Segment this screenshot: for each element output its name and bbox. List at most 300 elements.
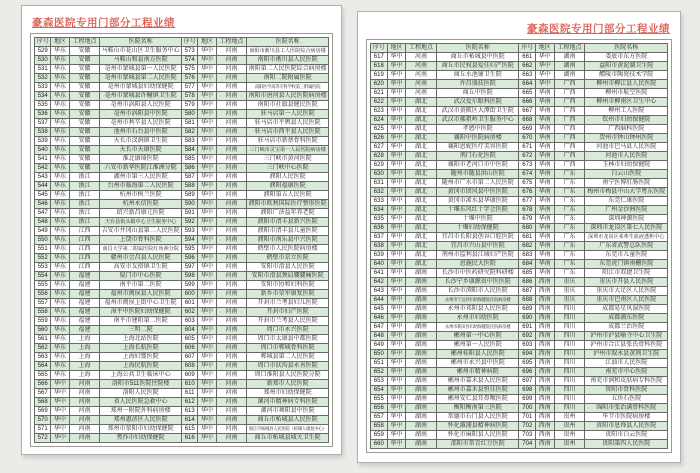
cell-region: 华中 xyxy=(198,326,216,335)
cell-serial: 681 xyxy=(519,233,536,242)
cell-hospital: 长沙市中医药研究院科研楼 xyxy=(436,269,519,278)
table-row xyxy=(35,92,329,101)
cell-location: 广西 xyxy=(554,161,585,170)
cell-region: 华南 xyxy=(536,89,554,98)
cell-serial: 621 xyxy=(371,89,388,98)
cell-hospital: 南昌大学第二附属医院红角洲分院 xyxy=(100,245,182,254)
cell-location: 河南 xyxy=(69,380,100,389)
cell-location: 福建 xyxy=(69,317,100,326)
cell-location: 河南 xyxy=(216,128,247,137)
cell-region: 华中 xyxy=(198,74,216,83)
cell-region: 华东 xyxy=(51,263,69,272)
cell-region: 华中 xyxy=(198,290,216,299)
cell-region: 华中 xyxy=(198,263,216,272)
achievements-table xyxy=(34,37,329,443)
cell-region: 华东 xyxy=(51,335,69,344)
cell-region: 华东 xyxy=(51,83,69,92)
cell-serial: 610 xyxy=(181,380,197,389)
cell-location: 河南 xyxy=(216,101,247,110)
cell-region: 华南 xyxy=(536,233,554,242)
cell-hospital: 孝感中医院 xyxy=(436,125,519,134)
cell-serial: 625 xyxy=(371,125,388,134)
cell-region: 华东 xyxy=(51,290,69,299)
cell-region: 华东 xyxy=(51,47,69,56)
cell-region: 华中 xyxy=(198,173,216,182)
cell-hospital: 漯河市舞阳县中医院 xyxy=(247,407,329,416)
cell-serial: 556 xyxy=(35,290,51,299)
cell-region: 华东 xyxy=(51,119,69,128)
cell-hospital: 成都兰治医院 xyxy=(585,323,668,332)
cell-hospital: 柳州市柳南区卫生中心 xyxy=(585,98,668,107)
table-row xyxy=(371,287,668,296)
cell-hospital: 赣州市会昌县人民医院 xyxy=(100,254,182,263)
cell-hospital: 许昌盛扶医院 xyxy=(436,80,519,89)
cell-serial: 604 xyxy=(181,326,197,335)
cell-location: 安徽 xyxy=(69,101,100,110)
page-left xyxy=(21,5,342,455)
cell-location: 四川 xyxy=(554,395,585,404)
cell-location: 广西 xyxy=(554,125,585,134)
table-row xyxy=(35,362,329,371)
cell-location: 湖北 xyxy=(406,188,437,197)
cell-hospital: 亳州市涡阳县中医院 xyxy=(100,110,182,119)
cell-serial: 669 xyxy=(519,125,536,134)
cell-location: 广西 xyxy=(554,98,585,107)
table-row xyxy=(35,173,329,182)
cell-serial: 664 xyxy=(519,80,536,89)
cell-location: 河南 xyxy=(216,335,247,344)
cell-region: 华中 xyxy=(198,110,216,119)
cell-hospital: 商丘市柘城县人民医院 xyxy=(247,416,329,425)
table-row xyxy=(35,389,329,398)
cell-serial: 657 xyxy=(371,413,388,422)
cell-location: 贵州 xyxy=(554,422,585,431)
cell-location: 河南 xyxy=(216,299,247,308)
cell-hospital: 资阳市骨科医院 xyxy=(585,386,668,395)
cell-region: 华中 xyxy=(387,287,405,296)
cell-region: 华中 xyxy=(536,71,554,80)
table-row xyxy=(371,251,668,260)
cell-hospital: 贵阳市白云医院 xyxy=(585,431,668,440)
cell-region: 华东 xyxy=(51,326,69,335)
cell-location: 河南 xyxy=(406,71,437,80)
table-row xyxy=(371,197,668,206)
cell-hospital: 鹤壁市京立医院 xyxy=(247,254,329,263)
cell-location: 湖南 xyxy=(406,305,437,314)
cell-hospital: 商丘中医院 xyxy=(436,89,519,98)
cell-hospital: 新乡市荣军康复医院 xyxy=(247,290,329,299)
cell-hospital: 周口淮阳县人民医院分院 xyxy=(247,371,329,380)
cell-region: 华中 xyxy=(387,368,405,377)
cell-serial: 577 xyxy=(181,83,197,92)
cell-location: 贵州 xyxy=(554,413,585,422)
cell-location: 浙江 xyxy=(69,218,100,227)
cell-region: 华东 xyxy=(51,308,69,317)
cell-hospital: 亳州市蒙城县第二人民医院 xyxy=(100,74,182,83)
cell-location: 四川 xyxy=(554,404,585,413)
cell-location: 河南 xyxy=(216,326,247,335)
cell-region: 华中 xyxy=(387,332,405,341)
cell-serial: 645 xyxy=(371,305,388,314)
cell-hospital: 商丘市柘城县城关卫生院 xyxy=(247,434,329,443)
column-header: 医院名称 xyxy=(585,44,668,53)
cell-region: 华东 xyxy=(51,101,69,110)
cell-serial: 656 xyxy=(371,404,388,413)
cell-serial: 600 xyxy=(181,290,197,299)
cell-serial: 560 xyxy=(35,326,51,335)
cell-hospital: 郴州桂阳县人民医院 xyxy=(436,350,519,359)
table-row xyxy=(35,398,329,407)
cell-location: 河南 xyxy=(216,56,247,65)
cell-location: 广东 xyxy=(554,188,585,197)
cell-serial: 545 xyxy=(35,191,51,200)
cell-serial: 690 xyxy=(519,314,536,323)
cell-region: 华中 xyxy=(51,398,69,407)
cell-hospital: 广东省武警总队医院 xyxy=(585,242,668,251)
cell-hospital: 泸州市泸县喻寺中心卫生院 xyxy=(585,332,668,341)
cell-serial: 572 xyxy=(35,434,51,443)
table-row xyxy=(371,242,668,251)
cell-location: 河南 xyxy=(216,83,247,92)
column-header: 工程地点 xyxy=(216,38,247,47)
cell-hospital: 亳州市利辛县人民医院 xyxy=(100,119,182,128)
cell-hospital: 深圳市龙岗区莱弗生血液透析中心 xyxy=(585,233,668,242)
cell-region: 华中 xyxy=(198,128,216,137)
cell-location: 湖南 xyxy=(406,350,437,359)
cell-region: 西南 xyxy=(536,368,554,377)
cell-serial: 534 xyxy=(35,92,51,101)
table-row xyxy=(35,209,329,218)
cell-hospital: 上海民航医院 xyxy=(100,362,182,371)
cell-serial: 684 xyxy=(519,260,536,269)
cell-hospital: 濮阳广济益年养老院 xyxy=(247,209,329,218)
table-frame xyxy=(30,33,333,447)
table-row xyxy=(35,56,329,65)
cell-serial: 590 xyxy=(181,200,197,209)
table-row xyxy=(371,53,668,62)
cell-hospital: 杭州市树兰医院 xyxy=(100,191,182,200)
cell-location: 河南 xyxy=(216,344,247,353)
cell-serial: 666 xyxy=(519,98,536,107)
cell-region: 华中 xyxy=(387,80,405,89)
cell-hospital: 武汉爱尔眼科医院 xyxy=(436,98,519,107)
cell-serial: 638 xyxy=(371,242,388,251)
table-row xyxy=(371,125,668,134)
cell-hospital: 贵阳第四人民医院 xyxy=(585,440,668,449)
cell-location: 湖南 xyxy=(406,278,437,287)
table-row xyxy=(371,296,668,305)
cell-region: 华中 xyxy=(198,164,216,173)
cell-region: 华中 xyxy=(387,323,405,332)
cell-hospital: 商丘市柘城县中医院 xyxy=(436,53,519,62)
cell-serial: 603 xyxy=(181,317,197,326)
cell-region: 华中 xyxy=(387,386,405,395)
table-row xyxy=(35,101,329,110)
cell-location: 广东 xyxy=(554,260,585,269)
cell-serial: 546 xyxy=(35,200,51,209)
cell-serial: 674 xyxy=(519,170,536,179)
column-header: 医院名称 xyxy=(100,38,182,47)
cell-location: 贵州 xyxy=(554,440,585,449)
cell-region: 华中 xyxy=(198,380,216,389)
column-header: 工程地点 xyxy=(69,38,100,47)
column-header: 地区 xyxy=(536,44,554,53)
cell-serial: 550 xyxy=(35,236,51,245)
cell-serial: 581 xyxy=(181,119,197,128)
table-row xyxy=(371,98,668,107)
cell-serial: 623 xyxy=(371,107,388,116)
cell-hospital: 濮阳市清丰县新兴医院 xyxy=(247,218,329,227)
table-row xyxy=(371,179,668,188)
cell-hospital: 成都浦东医院 xyxy=(585,314,668,323)
cell-location: 上海 xyxy=(69,344,100,353)
cell-location: 上海 xyxy=(69,335,100,344)
cell-serial: 626 xyxy=(371,134,388,143)
cell-location: 福建 xyxy=(69,299,100,308)
table-row xyxy=(35,236,329,245)
cell-location: 河南 xyxy=(69,398,100,407)
cell-location: 河南 xyxy=(69,425,100,434)
cell-location: 上海 xyxy=(69,362,100,371)
cell-region: 华中 xyxy=(198,218,216,227)
table-row xyxy=(371,323,668,332)
cell-hospital: 台州市临海第二人民医院 xyxy=(100,182,182,191)
table-row xyxy=(35,254,329,263)
cell-location: 湖北 xyxy=(406,224,437,233)
cell-serial: 563 xyxy=(35,353,51,362)
cell-location: 河南 xyxy=(216,362,247,371)
table-row xyxy=(35,263,329,272)
table-row xyxy=(371,170,668,179)
cell-hospital: 郑州市荥阳市妇幼保健院 xyxy=(100,425,182,434)
cell-serial: 635 xyxy=(371,215,388,224)
table-row xyxy=(35,434,329,443)
cell-hospital: 永州市新田县妇幼保健院住院病房楼 xyxy=(436,323,519,332)
cell-location: 广西 xyxy=(554,107,585,116)
cell-serial: 589 xyxy=(181,191,197,200)
cell-hospital: 福州市闽侯县人民医院 xyxy=(100,290,182,299)
cell-region: 华南 xyxy=(536,143,554,152)
cell-hospital: 郴州第一中心医院 xyxy=(436,332,519,341)
cell-serial: 646 xyxy=(371,314,388,323)
cell-serial: 602 xyxy=(181,308,197,317)
cell-location: 河南 xyxy=(216,209,247,218)
cell-hospital: 襄阳恩妮医疗美容医院 xyxy=(436,143,519,152)
cell-location: 广西 xyxy=(554,80,585,89)
cell-location: 河南 xyxy=(69,389,100,398)
cell-location: 河南 xyxy=(216,254,247,263)
cell-region: 华中 xyxy=(198,65,216,74)
cell-serial: 671 xyxy=(519,143,536,152)
cell-region: 华中 xyxy=(387,98,405,107)
cell-serial: 541 xyxy=(35,155,51,164)
cell-location: 贵州 xyxy=(554,431,585,440)
cell-region: 华中 xyxy=(387,233,405,242)
cell-location: 湖南 xyxy=(406,269,437,278)
cell-region: 华中 xyxy=(536,80,554,89)
cell-region: 华中 xyxy=(51,434,69,443)
cell-location: 河南 xyxy=(216,236,247,245)
cell-serial: 620 xyxy=(371,80,388,89)
cell-serial: 637 xyxy=(371,233,388,242)
cell-hospital: 怀化市麻阳县人民医院 xyxy=(436,431,519,440)
cell-location: 四川 xyxy=(554,332,585,341)
cell-hospital: 南阳市社旗县健民医院 xyxy=(247,101,329,110)
cell-serial: 592 xyxy=(181,218,197,227)
cell-region: 华东 xyxy=(51,254,69,263)
cell-region: 华东 xyxy=(51,353,69,362)
cell-region: 华南 xyxy=(536,269,554,278)
cell-location: 河南 xyxy=(216,380,247,389)
cell-location: 湖北 xyxy=(406,107,437,116)
cell-hospital: 郸城县第二人民医院 xyxy=(247,353,329,362)
cell-region: 华东 xyxy=(51,182,69,191)
cell-region: 华东 xyxy=(51,110,69,119)
cell-serial: 651 xyxy=(371,359,388,368)
cell-location: 湖南 xyxy=(406,431,437,440)
cell-region: 华东 xyxy=(51,362,69,371)
cell-region: 华南 xyxy=(536,161,554,170)
cell-hospital: 马鞍山和县南方医院 xyxy=(100,56,182,65)
cell-location: 江西 xyxy=(69,245,100,254)
cell-region: 西南 xyxy=(536,323,554,332)
cell-region: 华中 xyxy=(198,236,216,245)
cell-serial: 595 xyxy=(181,245,197,254)
cell-location: 湖南 xyxy=(406,287,437,296)
cell-location: 河南 xyxy=(216,173,247,182)
cell-hospital: 郑州市妇幼保健院 xyxy=(247,389,329,398)
column-header: 序号 xyxy=(181,38,197,47)
cell-region: 华东 xyxy=(51,299,69,308)
cell-location: 浙江 xyxy=(69,173,100,182)
cell-location: 广西 xyxy=(554,152,585,161)
achievements-table xyxy=(370,43,668,449)
cell-region: 华东 xyxy=(51,137,69,146)
cell-hospital: 三门峡市灵宝第一人民医院病房楼 xyxy=(247,146,329,155)
cell-region: 华东 xyxy=(51,281,69,290)
cell-region: 西南 xyxy=(536,377,554,386)
cell-serial: 562 xyxy=(35,344,51,353)
cell-location: 湖北 xyxy=(406,98,437,107)
cell-hospital: 南宁医博肛肠医院 xyxy=(585,179,668,188)
table-row xyxy=(35,281,329,290)
cell-serial: 679 xyxy=(519,215,536,224)
cell-serial: 586 xyxy=(181,164,197,173)
cell-hospital: 驻马店市新蔡骨科医院 xyxy=(247,137,329,146)
cell-hospital: 郴州市永兴县中医院 xyxy=(436,359,519,368)
cell-serial: 631 xyxy=(371,179,388,188)
cell-region: 华东 xyxy=(51,146,69,155)
cell-serial: 639 xyxy=(371,251,388,260)
cell-region: 西南 xyxy=(536,296,554,305)
cell-serial: 691 xyxy=(519,323,536,332)
cell-hospital: 湖州市第三人民医院 xyxy=(100,173,182,182)
cell-region: 西南 xyxy=(536,350,554,359)
cell-location: 湖北 xyxy=(406,233,437,242)
cell-hospital: 广州金沙洲医院 xyxy=(585,206,668,215)
table-row xyxy=(35,407,329,416)
cell-hospital: 黄冈市浠水县华康医院 xyxy=(436,197,519,206)
cell-location: 河南 xyxy=(216,92,247,101)
cell-location: 广东 xyxy=(554,170,585,179)
cell-hospital: 高安市友搭镇卫生院 xyxy=(100,263,182,272)
cell-hospital: 襄阳中医院病房楼 xyxy=(436,134,519,143)
cell-location: 河南 xyxy=(406,80,437,89)
cell-serial: 531 xyxy=(35,65,51,74)
cell-region: 华中 xyxy=(387,251,405,260)
cell-region: 华中 xyxy=(387,278,405,287)
cell-serial: 585 xyxy=(181,155,197,164)
cell-region: 西南 xyxy=(536,332,554,341)
cell-location: 河南 xyxy=(216,290,247,299)
cell-location: 湖北 xyxy=(406,134,437,143)
cell-region: 华中 xyxy=(387,206,405,215)
cell-region: 华中 xyxy=(387,242,405,251)
cell-serial: 698 xyxy=(519,386,536,395)
table-row xyxy=(371,89,668,98)
cell-serial: 574 xyxy=(181,56,197,65)
cell-serial: 615 xyxy=(181,425,197,434)
cell-location: 河南 xyxy=(216,200,247,209)
cell-hospital: 杭州永信医院 xyxy=(100,200,182,209)
cell-serial: 701 xyxy=(519,413,536,422)
cell-hospital: 商丘市柘城县人民医院（柘城人康复中心） xyxy=(247,425,329,434)
cell-location: 湖南 xyxy=(406,323,437,332)
column-header: 医院名称 xyxy=(247,38,329,47)
cell-serial: 628 xyxy=(371,152,388,161)
cell-region: 华中 xyxy=(51,425,69,434)
cell-hospital: 南阳市淅川县工人医院综合病房楼 xyxy=(247,47,329,56)
cell-region: 华中 xyxy=(198,191,216,200)
cell-hospital: 河池市巴马县人民医院 xyxy=(585,143,668,152)
cell-location: 湖北 xyxy=(406,170,437,179)
column-header: 序号 xyxy=(519,44,536,53)
table-row xyxy=(371,269,668,278)
cell-region: 华南 xyxy=(536,206,554,215)
cell-location: 河南 xyxy=(216,308,247,317)
cell-serial: 641 xyxy=(371,269,388,278)
cell-region: 华东 xyxy=(51,209,69,218)
cell-hospital: 亳州市蒙城县第一人民医院 xyxy=(100,65,182,74)
cell-hospital: 福州市闽侯上街中心卫生院 xyxy=(100,299,182,308)
cell-hospital: 濮阳市欧利国际医疗整形医院 xyxy=(248,201,327,207)
cell-serial: 557 xyxy=(35,299,51,308)
cell-location: 江西 xyxy=(69,236,100,245)
cell-hospital: 周口市永兴医院 xyxy=(247,326,329,335)
table-row xyxy=(35,200,329,209)
cell-hospital: 柳州工人医院 xyxy=(585,107,668,116)
cell-location: 河南 xyxy=(216,146,247,155)
cell-serial: 542 xyxy=(35,164,51,173)
cell-region: 华中 xyxy=(198,56,216,65)
cell-region: 西南 xyxy=(536,386,554,395)
cell-serial: 598 xyxy=(181,272,197,281)
cell-region: 华中 xyxy=(51,407,69,416)
cell-hospital: 南平市第二医院 xyxy=(100,281,182,290)
cell-hospital: 永州市妇幼医院 xyxy=(436,314,519,323)
cell-hospital: 深圳神源医院 xyxy=(585,215,668,224)
cell-region: 华中 xyxy=(198,92,216,101)
cell-serial: 704 xyxy=(519,440,536,449)
cell-location: 湖南 xyxy=(406,296,437,305)
cell-serial: 649 xyxy=(371,341,388,350)
cell-serial: 596 xyxy=(181,254,197,263)
column-header: 工程地点 xyxy=(406,44,437,53)
cell-location: 湖北 xyxy=(406,125,437,134)
cell-region: 华中 xyxy=(387,143,405,152)
cell-location: 河南 xyxy=(69,434,100,443)
cell-hospital: 濮阳第五人民医院 xyxy=(247,191,329,200)
